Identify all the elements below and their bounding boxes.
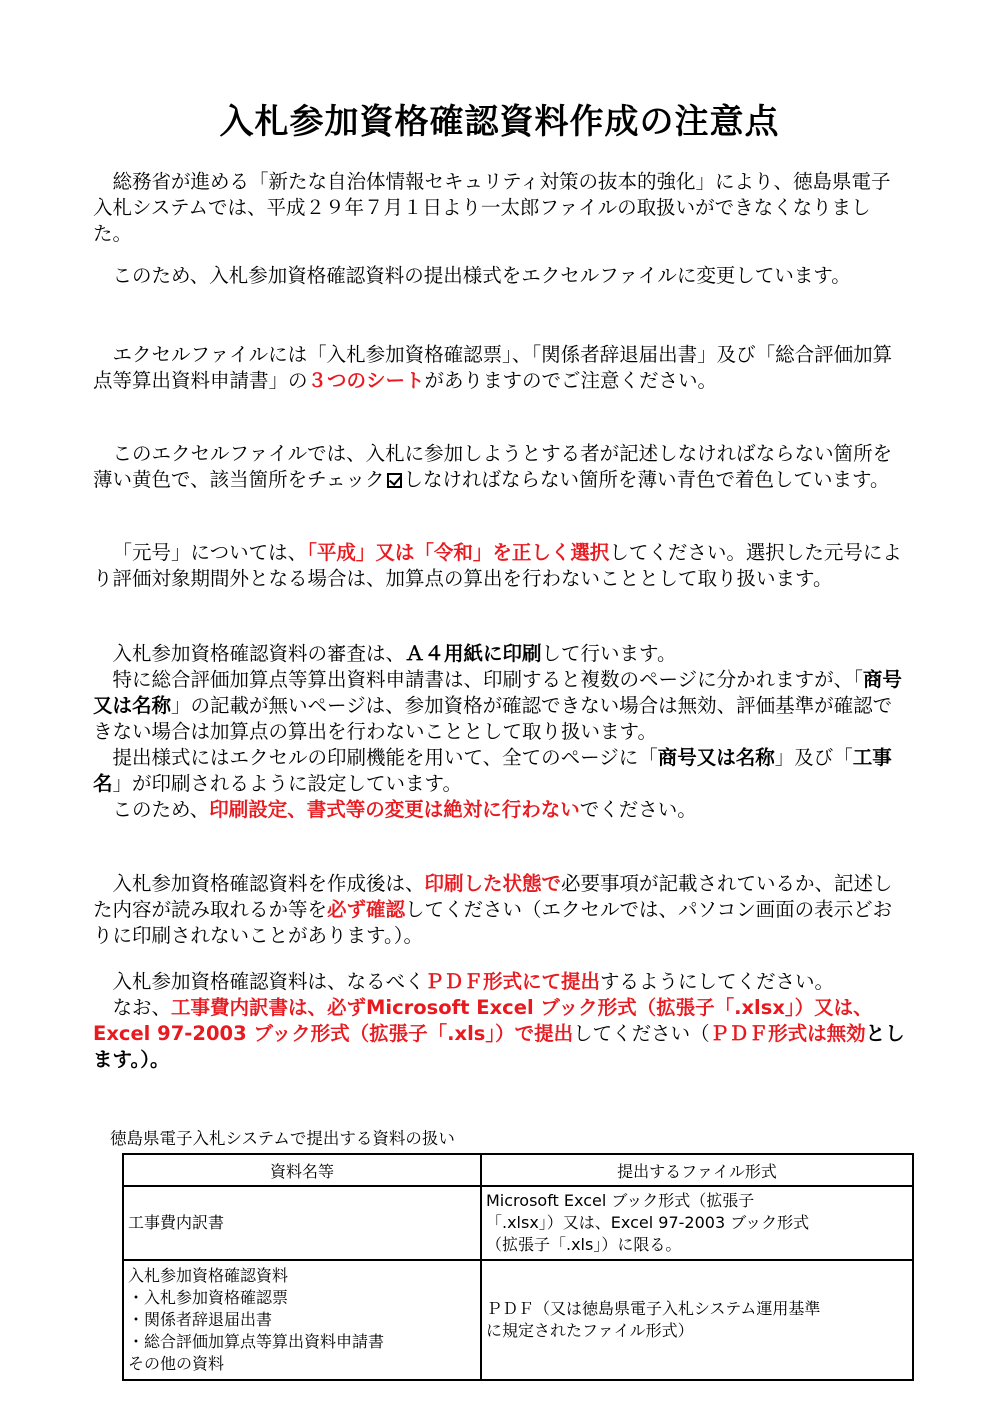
cell-line: 入札参加資格確認資料 [128,1266,289,1285]
table-caption: 徳島県電子入札システムで提出する資料の扱い [110,1129,455,1148]
cell-line: ＰＤＦ（又は徳島県電子入札システム運用基準 [486,1299,821,1318]
text-segment: でください。 [579,798,697,821]
paragraph-sheets [93,342,905,394]
text-segment: このエクセルファイルでは、入札に参加しようとする者が記述しなければならない箇所を薄い黄色で、該当箇所をチェック [93,442,893,491]
paragraph-printing [93,641,905,823]
bold-a4-print: Ａ４用紙に印刷 [405,642,542,665]
text-segment: 特に総合評価加算点等算出資料申請書は、印刷すると複数のページに分かれますが、「 [112,668,863,691]
paragraph-coloring [93,441,905,493]
text-segment: 提出様式にはエクセルの印刷機能を用いて、全てのページに「 [112,746,658,769]
bold-company-name-2: 商号又は名称 [657,746,775,769]
table-header-row [123,1154,913,1186]
highlight-must-check: 必ず確認 [327,898,406,921]
text-segment: 」が印刷されるように設定しています。 [112,772,462,795]
text-segment: しなければならない箇所を薄い青色で着色しています。 [403,468,890,491]
paragraph-intro: 総務省が進める「新たな自治体情報セキュリティ対策の抜本的強化」により、徳島県電子入札システムでは、平成２９年７月１日より一太郎ファイルの取扱いができなくなりました。 [93,170,891,245]
submission-line-1 [93,969,905,995]
paragraph-verify [93,871,905,949]
printing-line-4 [93,797,905,823]
table-row [123,1186,913,1260]
submission-line-2 [93,995,905,1073]
text-segment: して行います。 [541,642,677,665]
text-segment: してください（ [573,1022,710,1045]
column-header-file-format: 提出するファイル形式 [481,1154,913,1186]
printing-line-1 [93,641,905,667]
cell-file-format [481,1186,913,1260]
text-segment: このため、 [112,798,210,821]
cell-line: その他の資料 [128,1354,225,1373]
cell-line: ・関係者辞退届出書 [128,1310,273,1329]
text-segment: するようにしてください。 [600,970,835,993]
paragraph-era [93,540,905,592]
highlight-era-selection: 「平成」又は「令和」を正しく選択 [307,541,610,564]
column-header-document: 資料名等 [123,1154,481,1186]
printing-line-2 [93,667,905,745]
page-title: 入札参加資格確認資料作成の注意点 [219,102,780,142]
cell-line: に規定されたファイル形式） [486,1321,694,1340]
cell-file-format [481,1260,913,1380]
highlight-no-format-change: 印刷設定、書式等の変更は絶対に行わない [209,798,580,821]
text-segment: 」及び「 [774,746,853,769]
highlight-pdf-submit: ＰＤＦ形式にて提出 [424,970,601,993]
submission-files-table [122,1153,914,1381]
cell-line: ・総合評価加算点等算出資料申請書 [128,1332,385,1351]
text-segment: エクセルファイルには「入札参加資格確認票」、「関係者辞退届出書」及び「総合評価加算点等算出資料申請書」の [93,343,893,392]
bold-project-name: 工事名 [93,746,892,795]
text-segment: 」の記載が無いページは、参加資格が確認できない場合は無効、評価基準が確認できない場合は加算点の算出を行わないこととして取り扱います。 [93,694,893,743]
text-segment: してください。選択した元号により評価対象期間外となる場合は、加算点の算出を行わないこととして取り扱います。 [93,541,902,590]
cell-line: （拡張子「.xls」）に限る。 [486,1235,682,1254]
cell-document-name: 工事費内訳書 [123,1186,481,1260]
printing-line-3 [93,745,905,797]
highlight-three-sheets: ３つのシート [307,369,425,392]
paragraph-format-change: このため、入札参加資格確認資料の提出様式をエクセルファイルに変更しています。 [112,264,851,287]
text-segment: なお、 [112,996,172,1019]
paragraph-submission [93,969,905,1073]
text-segment: 「元号」については、 [112,541,308,564]
checkbox-checked-icon [387,473,402,488]
text-segment: 必要事項が記載されているか、記述した内容が読み取れるか等を [93,872,893,921]
highlight-pdf-invalid: ＰＤＦ形式は無効 [709,1022,866,1045]
cell-line: Microsoft Excel ブック形式（拡張子 [486,1191,755,1210]
bold-company-name: 商号又は名称 [93,668,902,717]
table-row [123,1260,913,1380]
highlight-excel-required: 工事費内訳書は、必ずMicrosoft Excel ブック形式（拡張子「.xlsx」）又は、Excel 97-2003 ブック形式（拡張子「.xls」）で提出 [93,996,873,1045]
cell-line: 「.xlsx」）又は、Excel 97-2003 ブック形式 [486,1213,810,1232]
text-segment: 入札参加資格確認資料の審査は、 [112,642,406,665]
cell-document-name [123,1260,481,1380]
text-segment: してください（エクセルでは、パソコン画面の表示どおりに印刷されないことがあります。）。 [93,898,893,947]
text-segment: がありますのでご注意ください。 [424,369,718,392]
text-segment: 入札参加資格確認資料を作成後は、 [112,872,425,895]
cell-line: ・入札参加資格確認票 [128,1288,289,1307]
highlight-printed-state: 印刷した状態で [424,872,562,895]
text-segment: とします。）。 [93,1022,905,1071]
text-segment: 入札参加資格確認資料は、なるべく [112,970,425,993]
